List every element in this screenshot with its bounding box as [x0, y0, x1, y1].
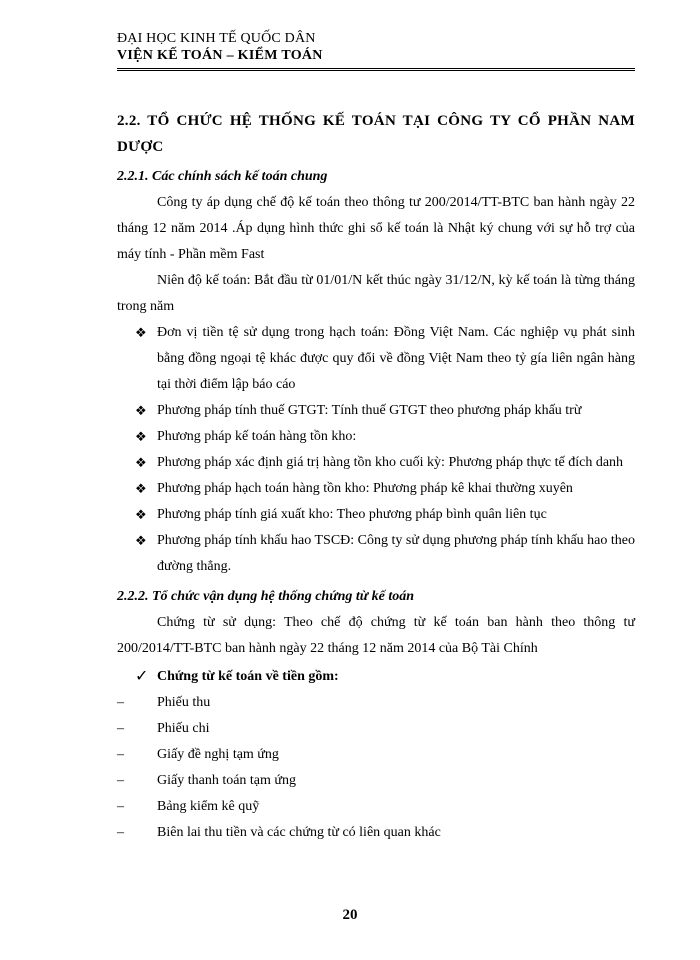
list-item-text: Phương pháp tính giá xuất kho: Theo phương pháp bình quân liên tục — [157, 507, 547, 522]
list-item-text: Phương pháp tính thuế GTGT: Tính thuế GTGT theo phương pháp khấu trừ — [157, 403, 582, 418]
list-item — [117, 450, 635, 476]
diamond-bullet-icon: ❖ — [135, 533, 147, 548]
list-item-text: Phiếu thu — [157, 695, 211, 710]
subsection-title-2: 2.2.2. Tổ chức vận dụng hệ thống chứng từ kế toán — [117, 589, 415, 604]
page-number: 20 — [342, 907, 358, 923]
list-item-text: Đơn vị tiền tệ sử dụng trong hạch toán: Đồng Việt Nam. Các nghiệp vụ phát sinh bằng đồng ngoại tệ khác được quy đổi về đồng Việt Nam theo tỷ gía liên ngân hàng tại thời điểm lập báo cáo — [157, 325, 635, 392]
list-item — [117, 528, 635, 580]
list-item-text: Giấy thanh toán tạm ứng — [157, 773, 297, 788]
check-item — [117, 664, 635, 690]
policy-bullet-list — [117, 320, 635, 580]
diamond-bullet-icon: ❖ — [135, 481, 147, 496]
diamond-bullet-icon: ❖ — [135, 325, 147, 340]
list-item — [117, 424, 635, 450]
checkmark-icon: ✓ — [135, 668, 149, 685]
list-item — [117, 398, 635, 424]
check-item-text: Chứng từ kế toán về tiền gồm: — [157, 669, 339, 684]
list-item-text: Biên lai thu tiền và các chứng từ có liên quan khác — [157, 825, 441, 840]
list-item — [117, 690, 635, 716]
list-item — [117, 716, 635, 742]
dash-bullet-icon: – — [117, 825, 124, 840]
subsection-title-1: 2.2.1. Các chính sách kế toán chung — [117, 169, 328, 184]
dash-bullet-icon: – — [117, 695, 124, 710]
diamond-bullet-icon: ❖ — [135, 403, 147, 418]
list-item — [117, 476, 635, 502]
paragraph-vouchers: Chứng từ sử dụng: Theo chế độ chứng từ kế toán ban hành theo thông tư 200/2014/TT-BTC ban hành ngày 22 tháng 12 năm 2014 của Bộ Tài Chính — [117, 615, 635, 656]
paragraph-fiscal-year: Niên độ kế toán: Bắt đầu từ 01/01/N kết thúc ngày 31/12/N, kỳ kế toán là từng tháng trong năm — [117, 273, 635, 314]
list-item — [117, 320, 635, 398]
list-item — [117, 502, 635, 528]
list-item-text: Phương pháp hạch toán hàng tồn kho: Phương pháp kê khai thường xuyên — [157, 481, 573, 496]
diamond-bullet-icon: ❖ — [135, 455, 147, 470]
header-rule-bottom — [117, 70, 635, 71]
paragraph-accounting-regime: Công ty áp dụng chế độ kế toán theo thông tư 200/2014/TT-BTC ban hành ngày 22 tháng 12 năm 2014 .Áp dụng hình thức ghi sổ kế toán là Nhật ký chung với sự hỗ trợ của máy tính - Phần mềm Fast — [117, 195, 635, 262]
list-item-text: Bảng kiểm kê quỹ — [157, 799, 260, 814]
list-item-text: Phương pháp xác định giá trị hàng tồn kho cuối kỳ: Phương pháp thực tế đích danh — [157, 455, 624, 470]
diamond-bullet-icon: ❖ — [135, 429, 147, 444]
list-item — [117, 768, 635, 794]
section-title: 2.2. TỔ CHỨC HỆ THỐNG KẾ TOÁN TẠI CÔNG TY CỔ PHẦN NAM DƯỢC — [117, 113, 635, 155]
header-university: ĐẠI HỌC KINH TẾ QUỐC DÂN — [117, 31, 316, 46]
voucher-dash-list — [117, 690, 635, 846]
header-institute: VIỆN KẾ TOÁN – KIỂM TOÁN — [117, 48, 323, 63]
list-item-text: Phương pháp tính khấu hao TSCĐ: Công ty sử dụng phương pháp tính khấu hao theo đường thẳng. — [157, 533, 635, 574]
list-item — [117, 742, 635, 768]
list-item-text: Phương pháp kế toán hàng tồn kho: — [157, 429, 357, 444]
diamond-bullet-icon: ❖ — [135, 507, 147, 522]
list-item — [117, 794, 635, 820]
list-item-text: Giấy đề nghị tạm ứng — [157, 747, 279, 762]
document-body — [117, 108, 635, 846]
dash-bullet-icon: – — [117, 773, 124, 788]
dash-bullet-icon: – — [117, 799, 124, 814]
list-item-text: Phiếu chi — [157, 721, 210, 736]
dash-bullet-icon: – — [117, 747, 124, 762]
list-item — [117, 820, 635, 846]
dash-bullet-icon: – — [117, 721, 124, 736]
header-rule-top — [117, 68, 635, 69]
page-header — [117, 30, 635, 64]
